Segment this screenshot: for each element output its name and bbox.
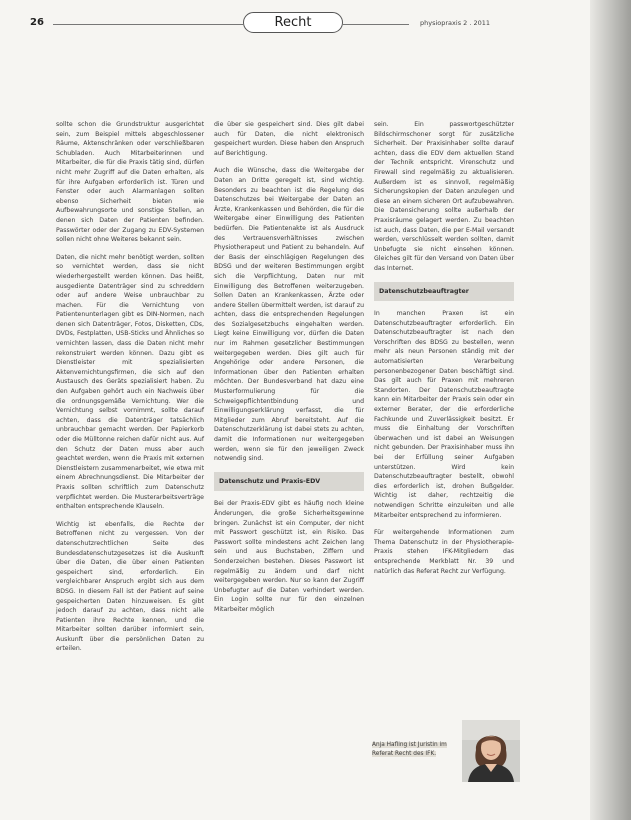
subheading-datenschutzbeauftragter: Datenschutzbeauftragter	[374, 282, 514, 302]
author-photo	[462, 720, 520, 782]
paragraph: Daten, die nicht mehr benötigt werden, sollten so vernichtet werden, dass sie nicht wiederhergestellt werden können. Das heißt, ausgediente Datenträger sind zu schreddern oder auf andere Weise unbrauchbar zu machen. Für die Vernichtung von Patientenunterlagen gibt es DIN-Normen, nach denen sich Datenträger, Fotos, Disketten, CDs, DVDs, Festplatten, USB-Sticks und Ähnliches so vernichten lassen, dass die Daten nicht mehr rekonstruiert werden können. Dazu gibt es Dienstleister mit spezialisierten Aktenvernichtungsfirmen, die sich auf den Austausch des Geräts spezialisiert haben. Zu den Aufgaben gehört auch ein Nachweis über die ordnungsgemäße Vernichtung. Wer die Vernichtung selbst vornimmt, sollte darauf achten, dass die Datenträger tatsächlich unbrauchbar gemacht werden. Der Papierkorb oder die Mülltonne reichen dafür nicht aus. Auf den Schutz der Daten muss aber auch geachtet werden, wenn die Praxis mit externen Dienstleistern zusammenarbeitet, wie etwa mit einem Abrechnungsdienst. Die Mitarbeiter der Praxis sollten schriftlich zum Datenschutz verpflichtet werden. Die Musterarbeitsverträge enthalten entsprechende Klauseln.	[56, 253, 204, 511]
section-title-text: Recht	[274, 15, 312, 30]
paragraph: Wichtig ist ebenfalls, die Rechte der Betroffenen nicht zu vergessen. Von der datenschutzrechtlichen Seite des Bundesdatenschutzgesetzes ist die Auskunft über die Daten, die über einen Patienten gespeichert sind, erforderlich. Ein vergleichbarer Anspruch ergibt sich aus dem BDSG. In diesem Fall ist der Patient auf seine gespeicherten Daten hinzuweisen. Es gibt jedoch darauf zu achten, dass nicht alle Patienten ihre Rechte kennen, und die Mitarbeiter sollten darüber informiert sein, Auskunft über die persönlichen Daten zu erteilen.	[56, 520, 204, 653]
issue-label: physiopraxis 2 . 2011	[420, 19, 491, 27]
paragraph: die über sie gespeichert sind. Dies gilt dabei auch für Daten, die nicht elektronisch gespeichert wurden. Diese haben den Anspruch auf Berichtigung.	[214, 121, 364, 157]
page-number: 26	[30, 17, 44, 28]
paragraph: sollte schon die Grundstruktur ausgerichtet sein, zum Beispiel mittels abgeschlossener Räume, Aktenschränken oder verschließbaren Schubladen. Auch Mitarbeiterinnen und Mitarbeiter, die für die Praxis tätig sind, dürfen nicht mehr Zugriff auf die Daten erhalten, als für ihre Aufgaben erforderlich ist. Türen und Fenster oder auch Alarmanlagen sollten ebenso Sicherheit bieten wie Aufbewahrungsorte und sonstige Stellen, an denen sich Daten der Patienten befinden. Passwörter oder der Zugang zu EDV-Systemen sollen nicht ohne Weiteres bekannt sein.	[56, 121, 204, 244]
paragraph: Auch die Wünsche, dass die Weitergabe der Daten an Dritte geregelt ist, sind wichtig. Besonders zu beachten ist die Regelung des Datenschutzes bei Weitergabe der Daten an Ärzte, Krankenkassen und Behörden, die für die Weitergabe einer Einwilligung des Patienten bedürfen. Die Patientenakte ist als Ausdruck des Vertrauensverhältnisses zwischen Physiotherapeut und Patient zu behandeln. Auf der Basis der einschlägigen Regelungen des BDSG und der weiteren Bestimmungen ergibt sich die Verpflichtung, Daten nur mit Einwilligung des Betroffenen weiterzugeben. Sollen Daten an Krankenkassen, Ärzte oder andere Stellen übermittelt werden, ist darauf zu achten, dass die entsprechenden Regelungen des Sozialgesetzbuchs eingehalten werden. Liegt keine Einwilligung vor, dürfen die Daten nur im Rahmen gesetzlicher Bestimmungen weitergegeben werden. Dies gilt auch für Angehörige oder andere Personen, die Informationen über den Patienten erhalten möchten. Der Bundesverband hat dazu eine Musterformulierung für die Schweigepflichtentbindung und Einwilligungserklärung verfasst, die für Mitglieder zum Abruf bereitsteht. Auf die Datenschutzerklärung ist dabei stets zu achten, damit die Informationen nur weitergegeben werden, wenn sie für den jeweiligen Zweck notwendig sind.	[214, 167, 364, 463]
paragraph: Bei der Praxis-EDV gibt es häufig noch kleine Änderungen, die große Sicherheitsgewinne bringen. Zunächst ist ein Computer, der nicht mit Passwort geschützt ist, ein Risiko. Das Passwort sollte mindestens acht Zeichen lang sein und aus Buchstaben, Ziffern und Sonderzeichen bestehen. Dieses Passwort ist regelmäßig zu ändern und darf nicht weitergegeben werden. Nur so kann der Zugriff Unbefugter auf die Daten verhindert werden. Ein Login sollte nur für den einzelnen Mitarbeiter möglich	[214, 500, 364, 613]
article-column-1	[56, 120, 204, 662]
subheading-praxis-edv: Datenschutz und Praxis-EDV	[214, 472, 364, 492]
author-caption	[372, 741, 458, 759]
portrait-image	[462, 720, 520, 782]
header-rule-left	[53, 24, 243, 25]
paragraph: sein. Ein passwortgeschützter Bildschirmschoner sorgt für zusätzliche Sicherheit. Der Praxisinhaber sollte darauf achten, dass die EDV dem aktuellen Stand der Technik entspricht. Virenschutz und Firewall sind regelmäßig zu aktualisieren. Außerdem ist es sinnvoll, regelmäßig Sicherungskopien der Daten anzulegen und diese an einem sicheren Ort aufzubewahren. Die Datensicherung sollte außerhalb der Praxisräume gelagert werden. Zu beachten ist auch, dass Daten, die per E-Mail versandt werden, verschlüsselt werden sollten, damit Unbefugte sie nicht einsehen können. Gleiches gilt für den Versand von Daten über das Internet.	[374, 121, 514, 272]
header-rule-right	[343, 24, 409, 25]
page-spine-shadow	[590, 0, 631, 820]
paragraph: In manchen Praxen ist ein Datenschutzbeauftragter erforderlich. Ein Datenschutzbeauftragter ist nach den Vorschriften des BDSG zu bestellen, wenn mehr als neun Personen ständig mit der automatisierten Verarbeitung personenbezogener Daten beschäftigt sind. Das gilt auch für Praxen mit mehreren Standorten. Der Datenschutzbeauftragte kann ein Mitarbeiter der Praxis sein oder ein externer Berater, der die erforderliche Fachkunde und Zuverlässigkeit besitzt. Er muss die Einhaltung der Vorschriften überwachen und ist dabei an Weisungen nicht gebunden. Der Praxisinhaber muss ihn bei der Erfüllung seiner Aufgaben unterstützen. Wird kein Datenschutzbeauftragter bestellt, obwohl dies erforderlich ist, drohen Bußgelder. Wichtig ist daher, rechtzeitig die notwendigen Schritte einzuleiten und alle Mitarbeiter entsprechend zu informieren.	[374, 310, 514, 519]
section-title	[243, 12, 343, 33]
article-column-3	[374, 120, 514, 584]
paragraph: Für weitergehende Informationen zum Thema Datenschutz in der Physiotherapie-Praxis stehen IFK-Mitgliedern das entsprechende Merkblatt Nr. 39 und natürlich das Referat Recht zur Verfügung.	[374, 529, 514, 575]
article-column-2	[214, 120, 364, 623]
caption-text: Anja Hafling ist Juristin im Referat Recht des IFK.	[372, 742, 447, 757]
